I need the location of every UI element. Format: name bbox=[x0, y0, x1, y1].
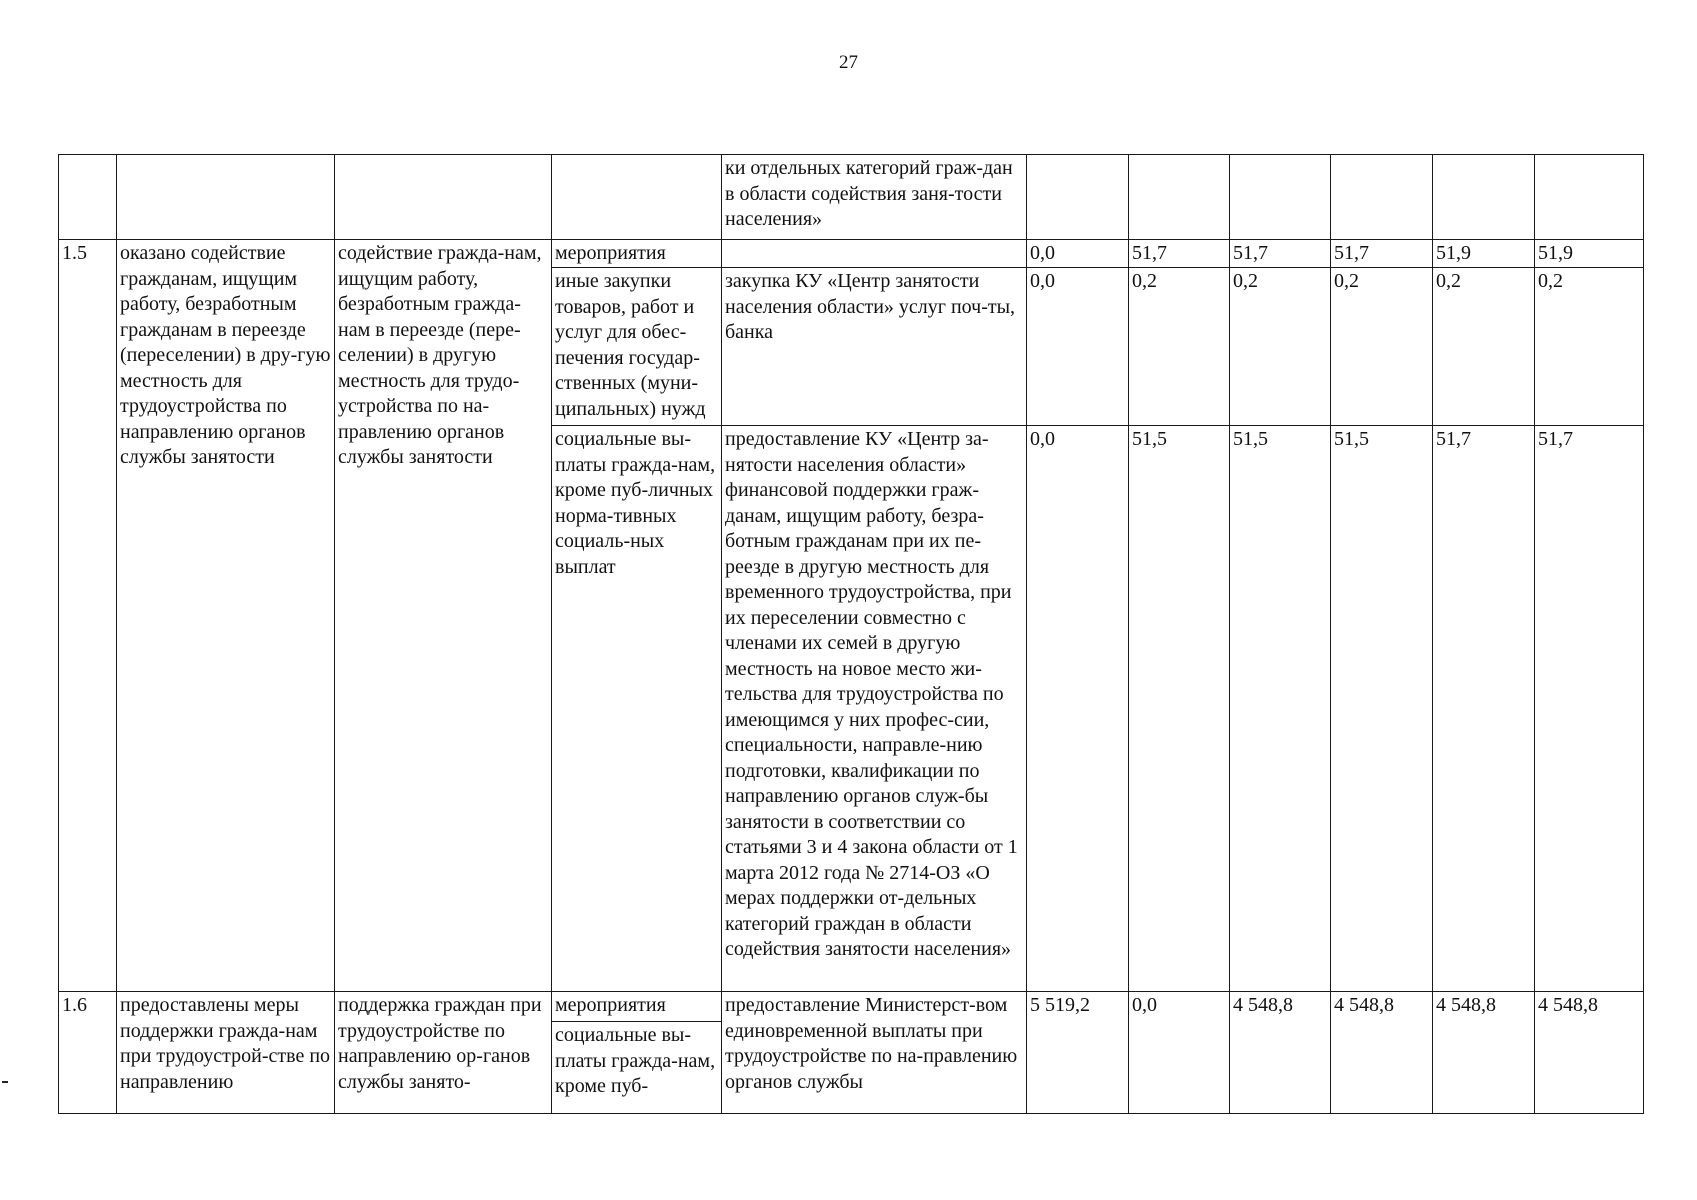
value-cell: 51,5 bbox=[1230, 426, 1331, 992]
expense-type-cell: мероприятия bbox=[552, 992, 722, 1022]
value-cell: 51,7 bbox=[1433, 426, 1535, 992]
value-cell: 4 548,8 bbox=[1230, 992, 1331, 1114]
expense-type-cell: социальные вы-платы гражда-нам, кроме пуб- bbox=[552, 1022, 722, 1114]
value-cell: 51,7 bbox=[1230, 240, 1331, 268]
expense-type-cell: социальные вы-платы гражда-нам, кроме пуб-личных норма-тивных социаль-ных выплат bbox=[552, 426, 722, 992]
value-cell: 51,7 bbox=[1129, 240, 1230, 268]
value-cell: 0,0 bbox=[1027, 268, 1129, 426]
value-cell: 4 548,8 bbox=[1433, 992, 1535, 1114]
value-cell: 51,7 bbox=[1535, 426, 1644, 992]
expense-type-cell: мероприятия bbox=[552, 240, 722, 268]
budget-table bbox=[58, 154, 1644, 1114]
row-number: 1.6 bbox=[59, 992, 117, 1114]
value-cell: 4 548,8 bbox=[1535, 992, 1644, 1114]
result-cell: оказано содействие гражданам, ищущим работу, безработным гражданам в переезде (переселении) в дру-гую местность для трудоустройства по направлению органов службы занятости bbox=[117, 240, 335, 992]
value-cell: 51,9 bbox=[1433, 240, 1535, 268]
table-row bbox=[59, 992, 1644, 1022]
page-number: 27 bbox=[839, 52, 858, 73]
value-cell: 0,2 bbox=[1129, 268, 1230, 426]
value-cell: 5 519,2 bbox=[1027, 992, 1129, 1114]
table-row bbox=[59, 240, 1644, 268]
value-cell: 0,2 bbox=[1433, 268, 1535, 426]
continuation-row bbox=[59, 155, 1644, 240]
value-cell: 4 548,8 bbox=[1331, 992, 1433, 1114]
description-cell: предоставление Министерст-вом единовременной выплаты при трудоустройстве по на-правлению органов службы bbox=[722, 992, 1027, 1114]
value-cell: 0,0 bbox=[1129, 992, 1230, 1114]
value-cell: 0,0 bbox=[1027, 240, 1129, 268]
result-cell: предоставлены меры поддержки гражда-нам при трудоустрой-стве по направлению bbox=[117, 992, 335, 1114]
activity-cell: содействие гражда-нам, ищущим работу, безработным гражда-нам в переезде (пере-селении) в другую местность для трудо-устройства по на-правлению органов службы занятости bbox=[335, 240, 552, 992]
margin-mark bbox=[2, 1081, 8, 1083]
value-cell: 0,0 bbox=[1027, 426, 1129, 992]
continuation-description: ки отдельных категорий граж-дан в области содействия заня-тости населения» bbox=[722, 155, 1027, 240]
description-cell: предоставление КУ «Центр за-нятости населения области» финансовой поддержки граж-данам, ищущим работу, безра-ботным гражданам при их пе-реезде в другую местность для временного трудоустройства, при их переселении совместно с членами их семей в другую местность на новое место жи-тельства для трудоустройства по имеющимся у них профес-сии, специальности, направле-нию подготовки, квалификации по направлению органов служ-бы занятости в соответствии со статьями 3 и 4 закона области от 1 марта 2012 года № 2714-ОЗ «О мерах поддержки от-дельных категорий граждан в области содействия занятости населения» bbox=[722, 426, 1027, 992]
value-cell: 51,9 bbox=[1535, 240, 1644, 268]
value-cell: 51,5 bbox=[1331, 426, 1433, 992]
expense-type-cell: иные закупки товаров, работ и услуг для обес-печения государ-ственных (муни-ципальных) нужд bbox=[552, 268, 722, 426]
row-number: 1.5 bbox=[59, 240, 117, 992]
value-cell: 51,7 bbox=[1331, 240, 1433, 268]
value-cell: 51,5 bbox=[1129, 426, 1230, 992]
activity-cell: поддержка граждан при трудоустройстве по направлению ор-ганов службы занято- bbox=[335, 992, 552, 1114]
description-cell bbox=[722, 240, 1027, 268]
value-cell: 0,2 bbox=[1535, 268, 1644, 426]
value-cell: 0,2 bbox=[1230, 268, 1331, 426]
description-cell: закупка КУ «Центр занятости населения области» услуг поч-ты, банка bbox=[722, 268, 1027, 426]
value-cell: 0,2 bbox=[1331, 268, 1433, 426]
